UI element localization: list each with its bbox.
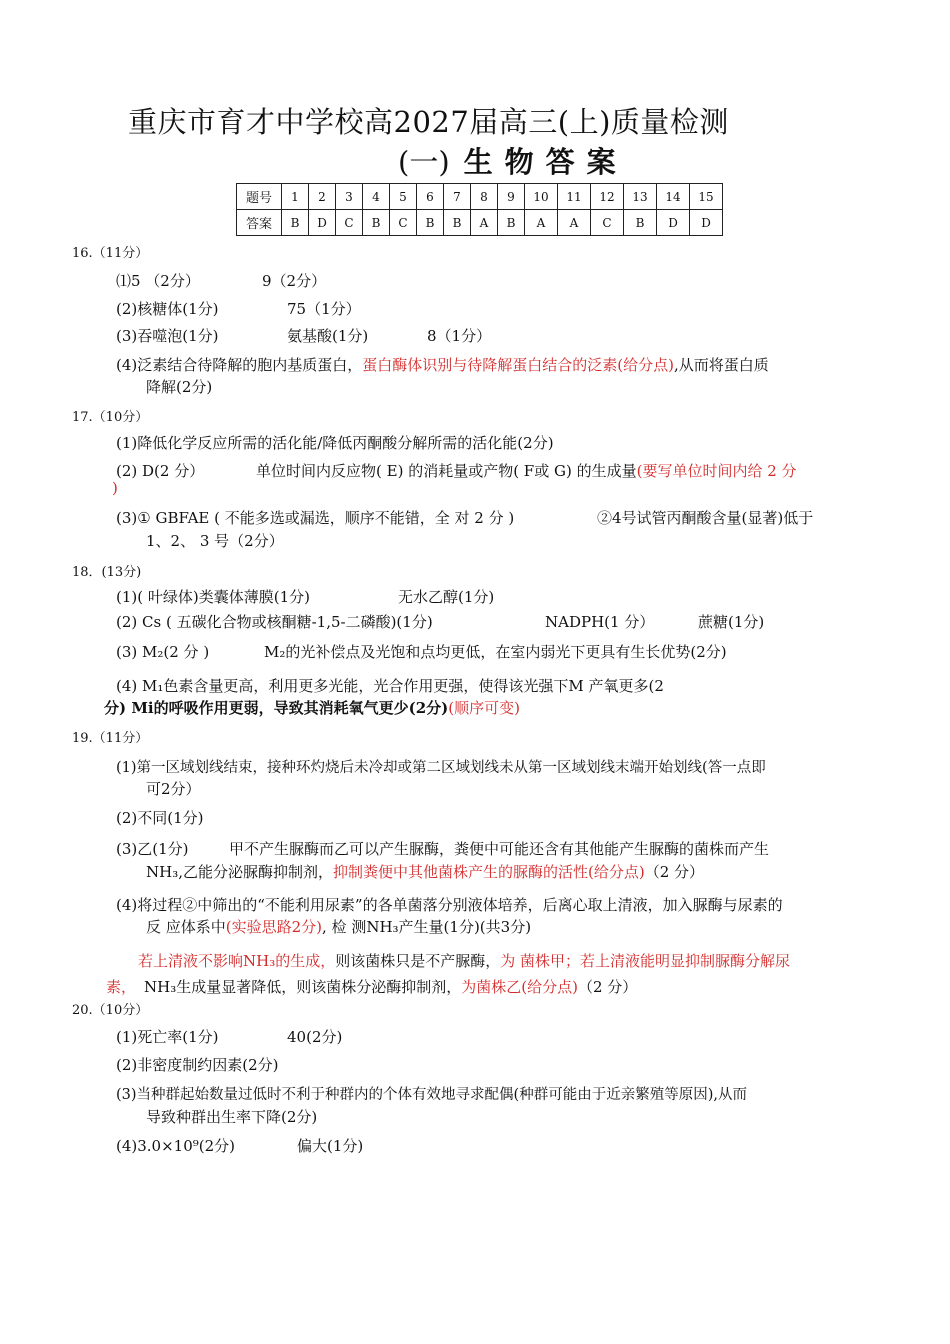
q19-line4 — [146, 862, 704, 882]
q20-heading: 20.（10分） — [72, 1003, 149, 1018]
answer-table-answer-row — [237, 210, 723, 236]
q16-line1a: ⑴5 （2分） — [116, 272, 200, 290]
q19-line6-red: (实验思路2分) — [225, 918, 323, 936]
q18-line3a: (3) M₂(2 分 ) — [116, 643, 210, 661]
q16-line3a: (3)吞噬泡(1分) — [116, 327, 219, 345]
answer-cell: D — [309, 210, 336, 236]
q19-line3b: 甲不产生脲酶而乙可以产生脲酶，粪便中可能还含有其他能产生脲酶的菌株而产生 — [229, 840, 770, 858]
q19-line7-a: 则该菌株只是不产脲酶， — [335, 952, 501, 970]
q19-line6 — [146, 917, 531, 937]
q17-line2-red-tail: ) — [112, 479, 118, 497]
q19-line8 — [106, 977, 637, 997]
q17-line2-red: (要写单位时间内给 2 分 — [636, 462, 797, 480]
question-number-cell: 12 — [591, 184, 624, 210]
q18-line1a: (1)( 叶绿体)类囊体薄膜(1分) — [116, 588, 310, 606]
q17-line2-b: 单位时间内反应物( E) 的消耗量或产物( F或 G) 的生成量 — [256, 462, 637, 480]
q19-line1b: 可2分） — [146, 780, 201, 798]
q19-line8-red2: 为菌株乙(给分点) — [461, 978, 578, 996]
answer-table — [236, 183, 723, 236]
question-number-cell: 14 — [657, 184, 690, 210]
q19-line2: (2)不同(1分) — [116, 809, 204, 827]
question-number-cell: 6 — [417, 184, 444, 210]
q16-line5: 降解(2分) — [146, 378, 213, 396]
q18-line2a: (2) Cs ( 五碳化合物或核酮糖-1,5-二磷酸)(1分) — [116, 613, 433, 631]
q17-line1: (1)降低化学反应所需的活化能/降低丙酮酸分解所需的活化能(2分) — [116, 434, 554, 452]
q20-line3: (3)当种群起始数量过低时不利于种群内的个体有效地寻求配偶(种群可能由于近亲繁殖等原因),从而 — [116, 1087, 747, 1103]
q19-line8-red: 素， — [106, 978, 137, 996]
subtitle-prefix: (一) — [398, 145, 450, 179]
q18-heading: 18．(13分) — [72, 565, 142, 580]
q18-line3b: M₂的光补偿点及光饱和点均更低，在室内弱光下更具有生长优势(2分) — [264, 643, 727, 661]
question-number-cell: 5 — [390, 184, 417, 210]
q19-line1: (1)第一区域划线结束，接种环灼烧后未冷却或第二区域划线未从第一区域划线末端开始划线(答一点即 — [116, 760, 766, 776]
q17-line2 — [256, 461, 797, 481]
answer-cell: B — [624, 210, 657, 236]
q20-line2: (2)非密度制约因素(2分) — [116, 1056, 279, 1074]
q19-line7-red2: 为 菌株甲；若上清液能明显抑制脲酶分解尿 — [500, 952, 791, 970]
q20-line4: 导致种群出生率下降(2分) — [146, 1108, 318, 1126]
q17-line3b: ②4号试管丙酮酸含量(显著)低于 — [597, 509, 814, 527]
q19-line4-a: NH₃,乙能分泌脲酶抑制剂， — [146, 863, 333, 881]
q16-line1b: 9（2分） — [262, 272, 327, 290]
answer-cell: D — [657, 210, 690, 236]
answer-cell: A — [471, 210, 498, 236]
q19-line7-red: 若上清液不影响NH₃的生成， — [138, 952, 336, 970]
q19-line8-a: NH₃生成量显著降低，则该菌株分泌酶抑制剂， — [144, 978, 462, 996]
question-number-cell: 2 — [309, 184, 336, 210]
answer-cell: A — [525, 210, 558, 236]
answer-cell: B — [444, 210, 471, 236]
answer-label: 答案 — [237, 210, 282, 236]
answer-cell: B — [363, 210, 390, 236]
answer-cell: C — [390, 210, 417, 236]
header-label: 题号 — [237, 184, 282, 210]
question-number-cell: 9 — [498, 184, 525, 210]
q20-line1b: 40(2分) — [287, 1028, 343, 1046]
q16-line3b: 氨基酸(1分) — [287, 327, 369, 345]
q17-heading: 17.（10分） — [72, 410, 149, 425]
q18-line2b: NADPH(1 分） — [545, 613, 655, 631]
q18-line4: (4) M₁色素含量更高，利用更多光能，光合作用更强，使得该光强下M 产氧更多(2 — [116, 677, 664, 695]
q18-line1b: 无水乙醇(1分) — [398, 588, 495, 606]
q20-line5a: (4)3.0×10⁹(2分) — [116, 1137, 236, 1155]
answer-cell: B — [282, 210, 309, 236]
question-number-cell: 13 — [624, 184, 657, 210]
question-number-cell: 15 — [690, 184, 723, 210]
question-number-cell: 10 — [525, 184, 558, 210]
q19-line4-red: 抑制粪便中其他菌株产生的脲酶的活性(给分点) — [333, 863, 645, 881]
q17-line4: 1、2、 3 号（2分） — [146, 532, 284, 550]
q16-line4-red: 蛋白酶体识别与待降解蛋白结合的泛素(给分点) — [362, 356, 674, 374]
q20-line5b: 偏大(1分) — [297, 1137, 364, 1155]
question-number-cell: 4 — [363, 184, 390, 210]
answer-cell: C — [336, 210, 363, 236]
q18-line5-red: (顺序可变) — [448, 699, 520, 717]
q16-line4 — [116, 355, 769, 375]
answer-table-header-row — [237, 184, 723, 210]
subtitle-bold: 生物答案 — [463, 145, 628, 179]
question-number-cell: 7 — [444, 184, 471, 210]
answer-cell: D — [690, 210, 723, 236]
question-number-cell: 8 — [471, 184, 498, 210]
q19-line3a: (3)乙(1分) — [116, 840, 189, 858]
document-title: 重庆市育才中学校高2027届高三(上)质量检测 — [128, 105, 729, 139]
q18-line5-bold: 分) Mi的呼吸作用更弱，导致其消耗氧气更少(2分) — [104, 699, 449, 717]
question-number-cell: 1 — [282, 184, 309, 210]
q19-line6-a: 反 应体系中 — [146, 918, 226, 936]
document-subtitle — [398, 140, 628, 181]
answer-cell: B — [498, 210, 525, 236]
q16-line4-a: (4)泛素结合待降解的胞内基质蛋白， — [116, 356, 363, 374]
q16-line2b: 75（1分） — [287, 300, 361, 318]
q19-line5: (4)将过程②中筛出的“不能利用尿素”的各单菌落分别液体培养，后离心取上清液，加入脲酶与尿素的 — [116, 896, 783, 914]
q18-line5 — [104, 698, 520, 718]
q19-heading: 19.（11分） — [72, 731, 149, 746]
q20-line1a: (1)死亡率(1分) — [116, 1028, 219, 1046]
q19-line6-b: , 检 测NH₃产生量(1分)(共3分) — [322, 918, 532, 936]
q17-line2a: (2) D(2 分） — [116, 462, 205, 480]
q19-line4-b: （2 分） — [644, 863, 705, 881]
q18-line2c: 蔗糖(1分) — [698, 613, 765, 631]
q19-line7 — [138, 951, 790, 971]
answer-cell: B — [417, 210, 444, 236]
q16-line2a: (2)核糖体(1分) — [116, 300, 219, 318]
q16-line4-b: ,从而将蛋白质 — [673, 356, 769, 374]
q17-line3a: (3)① GBFAE ( 不能多选或漏选，顺序不能错，全 对 2 分 ) — [116, 509, 515, 527]
q16-heading: 16.（11分） — [72, 246, 149, 261]
q19-line8-b: （2 分） — [577, 978, 638, 996]
answer-cell: C — [591, 210, 624, 236]
q16-line3c: 8（1分） — [427, 327, 492, 345]
question-number-cell: 3 — [336, 184, 363, 210]
question-number-cell: 11 — [558, 184, 591, 210]
answer-cell: A — [558, 210, 591, 236]
